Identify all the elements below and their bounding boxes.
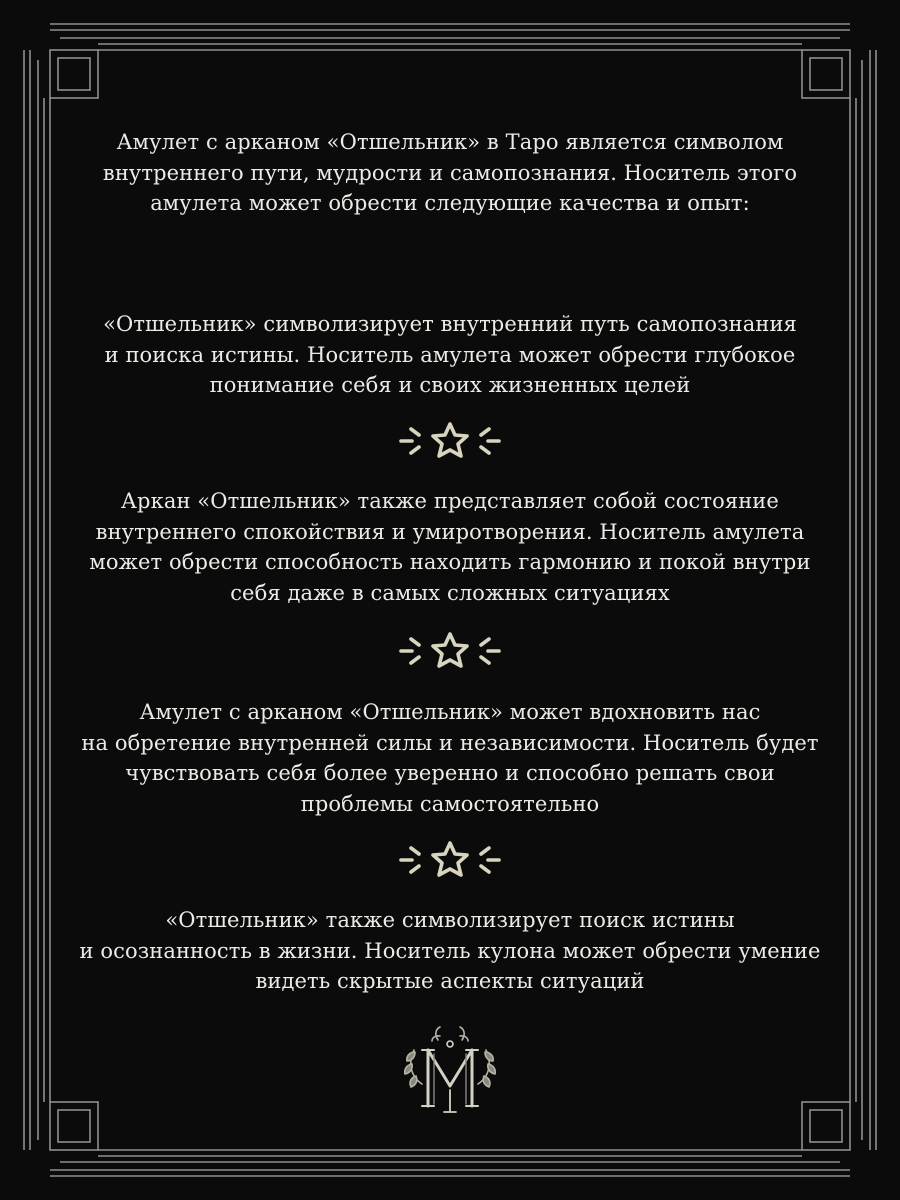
frame-right-edge [850,50,876,1150]
text-line: внутреннего спокойствия и умиротворения. Носитель амулета [95,519,805,544]
text-line: «Отшельник» символизирует внутренний путь самопознания [103,312,797,336]
frame-bottom-edge [50,1150,850,1176]
text-line: на обретение внутренней силы и независимости. Носитель будет [81,730,819,755]
sparkling-star-icon [398,629,502,673]
text-line: понимание себя и своих жизненных целей [209,373,691,397]
intro-paragraph [70,127,830,219]
self-knowledge-paragraph [70,309,830,401]
monogram-m-logo [396,1024,504,1124]
inner-peace-paragraph [70,486,830,608]
text-line: Амулет с арканом «Отшельник» может вдохновить нас [139,700,761,724]
text-line: амулета может обрести следующие качества и опыт: [150,191,750,215]
text-line: чувствовать себя более уверенно и способно решать свои [125,761,775,785]
frame-corner-bottom-left [50,1102,98,1150]
text-line: и поиска истины. Носитель амулета может обрести глубокое [104,342,796,367]
sparkling-star-icon [398,419,502,463]
text-line: и осознанность в жизни. Носитель кулона может обрести умение [79,938,821,963]
text-line: себя даже в самых сложных ситуациях [230,580,670,605]
text-line: видеть скрытые аспекты ситуаций [255,969,645,993]
sparkling-star-icon [398,838,502,882]
text-line: внутреннего пути, мудрости и самопознания. Носитель этого [102,160,798,185]
frame-top-edge [50,24,850,50]
text-line: может обрести способность находить гармонию и покой внутри [89,550,811,574]
frame-left-edge [24,50,50,1150]
frame-corner-top-right [802,50,850,98]
frame-corner-top-left [50,50,98,98]
text-line: проблемы самостоятельно [300,791,600,816]
text-line: Амулет с арканом «Отшельник» в Таро является символом [116,130,784,154]
text-line: «Отшельник» также символизирует поиск истины [165,908,735,932]
awareness-paragraph [70,905,830,997]
inner-strength-paragraph [70,697,830,819]
frame-corner-bottom-right [802,1102,850,1150]
text-line: Аркан «Отшельник» также представляет собой состояние [121,489,779,513]
